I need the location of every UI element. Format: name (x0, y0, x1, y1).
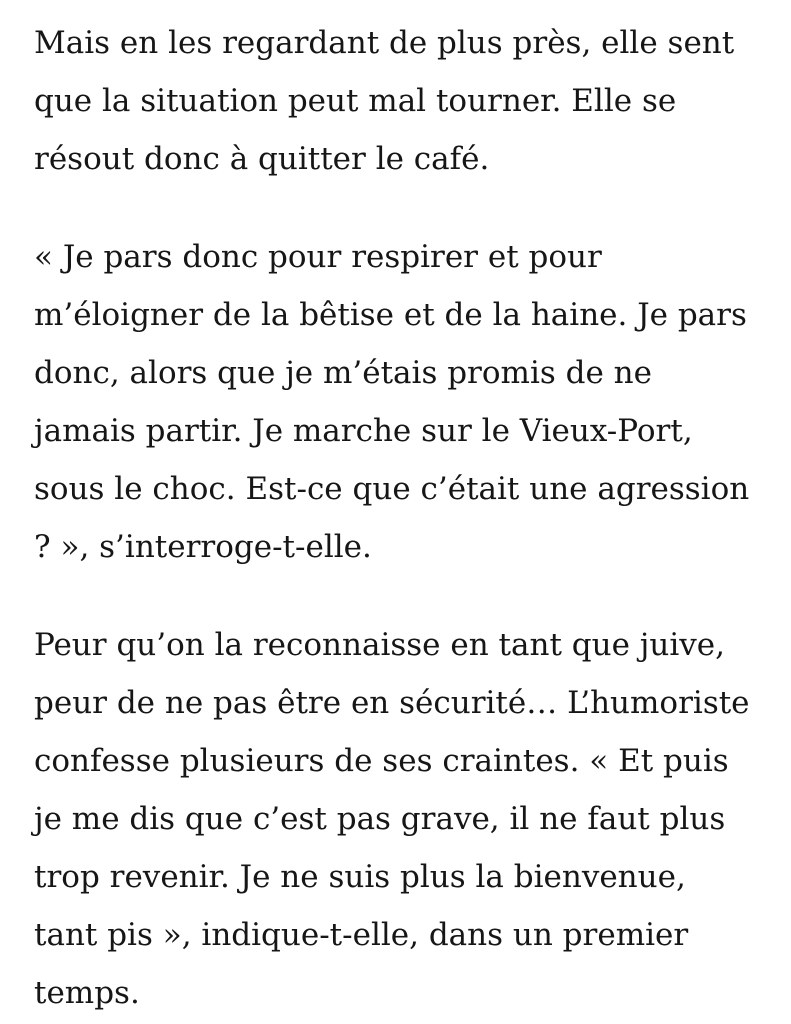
text-line: sous le choc. Est-ce que c’était une agression (34, 471, 750, 507)
text-line: je me dis que c’est pas grave, il ne faut plus (34, 801, 726, 837)
text-line: donc, alors que je m’étais promis de ne (34, 355, 652, 391)
paragraph-1 (34, 14, 759, 188)
text-line: tant pis », indique-t-elle, dans un premier (34, 917, 689, 953)
text-line: Mais en les regardant de plus près, elle sent (34, 25, 735, 61)
text-line: jamais partir. Je marche sur le Vieux-Port, (34, 413, 693, 449)
paragraph-3 (34, 616, 759, 1022)
text-line: que la situation peut mal tourner. Elle se (34, 83, 677, 119)
text-line: trop revenir. Je ne suis plus la bienvenue, (34, 859, 686, 895)
text-line: confesse plusieurs de ses craintes. « Et puis (34, 743, 729, 779)
text-line: ? », s’interroge-t-elle. (34, 529, 372, 565)
text-line: temps. (34, 975, 140, 1011)
text-line: peur de ne pas être en sécurité… L’humoriste (34, 685, 750, 721)
text-line: résout donc à quitter le café. (34, 141, 490, 177)
paragraph-2 (34, 228, 759, 576)
text-line: Peur qu’on la reconnaisse en tant que juive, (34, 627, 725, 663)
text-line: « Je pars donc pour respirer et pour (34, 239, 602, 275)
text-line: m’éloigner de la bêtise et de la haine. Je pars (34, 297, 747, 333)
